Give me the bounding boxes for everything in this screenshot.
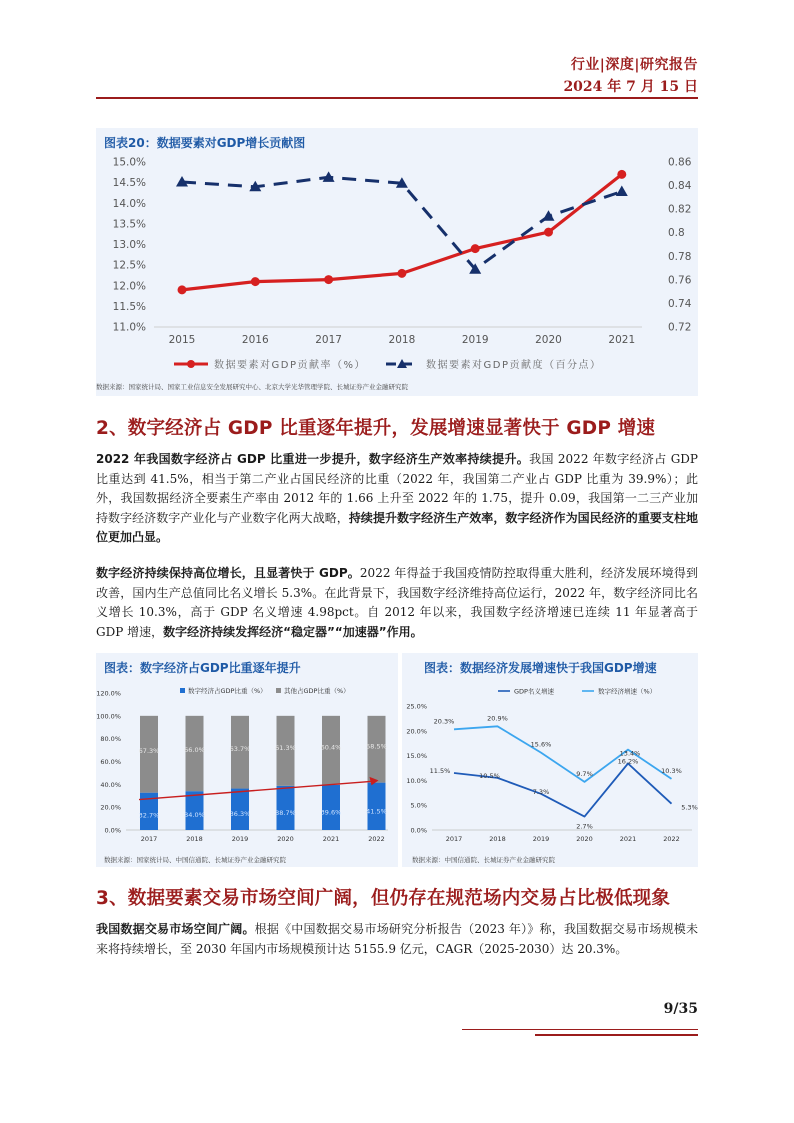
data-label-gdp-growth: 2.7% — [576, 822, 593, 831]
y-right-tick-label: 0.78 — [668, 250, 692, 263]
x-tick-label: 2016 — [241, 334, 269, 346]
figure20-chart — [96, 150, 698, 390]
footer-divider-thick — [535, 1034, 698, 1036]
section2-p1-lead: 2022 年我国数字经济占 GDP 比重进一步提升，数字经济生产效率持续提升。 — [96, 452, 530, 466]
section2-heading: 2、数字经济占 GDP 比重逐年提升，发展增速显著快于 GDP 增速 — [96, 418, 656, 439]
x-tick-label: 2021 — [608, 334, 636, 346]
section2-p1-body: 我国 2022 年数字经济占 GDP 比重达到 41.5%，相当于第二产业占国民经济的比重（2022 年，我国第二产业占 GDP 比重为 39.9%）；此外，我国数据经济全要素生产率由 2012 年的 1.66 上升至 2022 年的 1.75，提升 0.09，我国第一二三产业加持数字经济数字产业化与产业数字化两大战略， — [96, 452, 699, 525]
figure-left-source: 数据来源：国家统计局、中国信通院、长城证券产业金融研究院 — [104, 856, 286, 864]
figure20-title: 图表20：数据要素对GDP增长贡献图 — [104, 136, 306, 150]
section2-p2-conclusion: 数字经济持续发挥经济“稳定器”“加速器”作用。 — [163, 624, 423, 639]
x-tick-label: 2018 — [489, 835, 506, 843]
y-left-tick-label: 14.0% — [112, 197, 146, 210]
bar-label-digital-economy: 36.3% — [229, 809, 251, 818]
y-left-tick-label: 14.5% — [112, 177, 146, 190]
data-label-gdp-growth: 10.5% — [479, 771, 500, 780]
page-number: 9/35 — [663, 1001, 698, 1017]
y-right-tick-label: 0.8 — [668, 227, 685, 240]
series-contribution-degree-point — [616, 185, 628, 196]
figure-right-title: 图表：数据经济发展增速快于我国GDP增速 — [424, 661, 657, 675]
series-contribution-rate-point — [251, 277, 260, 286]
bar-label-other: 60.4% — [320, 743, 342, 752]
x-tick-label: 2017 — [445, 835, 463, 843]
y-right-tick-label: 0.76 — [668, 274, 692, 287]
x-tick-label: 2020 — [576, 835, 593, 843]
data-label-digital-economy-growth: 20.9% — [487, 714, 508, 723]
section2-paragraph-2 — [96, 564, 698, 642]
y-tick-label: 10.0% — [406, 776, 427, 785]
data-label-digital-economy-growth: 10.3% — [661, 766, 682, 775]
section2-paragraph-1 — [96, 450, 698, 548]
series-contribution-rate-point — [178, 285, 187, 294]
figure-right-source: 数据来源：中国信通院、长城证券产业金融研究院 — [412, 856, 555, 864]
data-label-gdp-growth: 5.3% — [681, 803, 698, 812]
series-contribution-degree-line — [182, 177, 622, 269]
series-contribution-rate-point — [617, 170, 626, 179]
section2-p1-conclusion: 持续提升数字经济生产效率，数字经济作为国民经济的重要支柱地位更加凸显。 — [96, 510, 698, 545]
x-tick-label: 2019 — [231, 835, 249, 843]
bar-digital-economy-share — [322, 785, 340, 830]
bar-label-digital-economy: 41.5% — [366, 807, 387, 816]
y-right-tick-label: 0.86 — [668, 156, 692, 169]
legend-label-other: 其他占GDP比重（%） — [284, 687, 350, 695]
figure-right-chart — [402, 680, 698, 852]
x-tick-label: 2018 — [186, 835, 203, 843]
x-tick-label: 2017 — [315, 334, 342, 346]
section3-heading: 3、数据要素交易市场空间广阔，但仍存在规范场内交易占比极低现象 — [96, 888, 671, 909]
x-tick-label: 2017 — [140, 835, 158, 843]
y-tick-label: 0.0% — [104, 826, 121, 835]
legend-swatch-other — [276, 688, 281, 693]
figure-left-title: 图表：数字经济占GDP比重逐年提升 — [104, 661, 301, 675]
legend-label-contribution-rate: 数据要素对GDP贡献率（%） — [214, 360, 366, 371]
data-label-gdp-growth: 16.2% — [617, 757, 639, 766]
bar-label-digital-economy: 38.7% — [275, 808, 296, 817]
legend-label-gdp-growth: GDP名义增速 — [514, 687, 554, 696]
y-left-tick-label: 12.5% — [112, 259, 146, 272]
x-tick-label: 2019 — [461, 334, 489, 346]
data-label-digital-economy-growth: 20.3% — [433, 717, 455, 726]
x-tick-label: 2022 — [663, 835, 680, 843]
y-left-tick-label: 13.0% — [112, 239, 146, 251]
y-tick-label: 0.0% — [410, 826, 427, 835]
data-label-digital-economy-growth: 9.7% — [576, 769, 593, 778]
data-label-gdp-growth: 11.5% — [429, 766, 451, 775]
legend-swatch-digital-economy — [180, 688, 185, 693]
y-left-tick-label: 13.5% — [112, 218, 146, 231]
figure-left-chart — [96, 680, 398, 852]
x-tick-label: 2021 — [619, 835, 637, 843]
section3-p1-lead: 我国数据交易市场空间广阔。 — [96, 922, 255, 936]
y-tick-label: 40.0% — [100, 780, 121, 789]
y-left-tick-label: 11.5% — [112, 300, 146, 313]
y-left-tick-label: 11.0% — [112, 321, 146, 334]
x-tick-label: 2020 — [277, 835, 294, 843]
legend-label-digital-economy-growth: 数字经济增速（%） — [598, 687, 657, 696]
section2-p2-lead: 数字经济持续保持高位增长，且显著快于 GDP。 — [96, 566, 360, 580]
header-divider — [96, 97, 698, 99]
figure20-source: 数据来源：国家统计局、国家工业信息安全发展研究中心、北京大学光华管理学院、长城证券产业金融研究院 — [96, 383, 408, 391]
y-tick-label: 100.0% — [96, 712, 121, 721]
y-right-tick-label: 0.72 — [668, 321, 692, 334]
y-left-tick-label: 12.0% — [112, 280, 146, 293]
y-tick-label: 120.0% — [96, 689, 121, 698]
x-tick-label: 2020 — [535, 334, 562, 346]
series-contribution-rate-point — [324, 275, 333, 284]
y-right-tick-label: 0.82 — [668, 203, 692, 216]
series-contribution-rate-point — [471, 244, 480, 253]
x-tick-label: 2022 — [368, 835, 385, 843]
bar-label-digital-economy: 34.0% — [184, 810, 205, 819]
legend-marker-contribution-rate — [187, 360, 195, 368]
legend-label-digital-economy: 数字经济占GDP比重（%） — [188, 687, 267, 695]
series-contribution-degree-point — [543, 210, 555, 221]
y-tick-label: 80.0% — [100, 735, 121, 744]
y-tick-label: 20.0% — [406, 727, 427, 736]
y-right-tick-label: 0.84 — [668, 180, 692, 193]
x-tick-label: 2019 — [532, 835, 550, 843]
header-report-kind: 行业|深度|研究报告 — [570, 57, 698, 73]
y-tick-label: 60.0% — [100, 758, 121, 766]
y-right-tick-label: 0.74 — [668, 297, 692, 310]
series-contribution-rate-point — [397, 269, 406, 278]
bar-label-digital-economy: 32.7% — [138, 811, 160, 820]
footer-divider-thin — [462, 1029, 698, 1030]
legend-label-contribution-degree: 数据要素对GDP贡献度（百分点） — [426, 360, 602, 371]
bar-label-other: 66.0% — [184, 746, 205, 755]
bar-label-other: 63.7% — [229, 745, 251, 754]
bar-label-other: 61.3% — [275, 743, 296, 752]
x-tick-label: 2015 — [168, 334, 196, 346]
data-label-digital-economy-growth: 15.6% — [530, 740, 552, 749]
data-label-digital-economy-growth: 13.4% — [619, 749, 641, 758]
section3-paragraph-1 — [96, 920, 698, 959]
bar-label-other: 67.3% — [138, 746, 160, 755]
y-tick-label: 20.0% — [100, 803, 121, 812]
section2-p2-body: 2022 年得益于我国疫情防控取得重大胜利，经济发展环境得到改善，国内生产总值同比名义增长 5.3%。在此背景下，我国数字经济维持高位运行，2022 年，数字经济同比名义增长 10.3%，高于 GDP 名义增速 4.98pct。自 2012 年以来，我国数字经济增速已连续 11 年显著高于 GDP 增速， — [96, 566, 698, 639]
section3-p1-body: 根据《中国数据交易市场研究分析报告（2023 年）》称，我国数据交易市场规模未来将持续增长，至 2030 年国内市场规模预计达 5155.9 亿元，CAGR（2025-2030）达 20.3%。 — [96, 922, 698, 956]
header-date: 2024 年 7 月 15 日 — [563, 79, 698, 95]
y-tick-label: 15.0% — [406, 752, 427, 761]
bar-label-digital-economy: 39.6% — [320, 808, 342, 817]
x-tick-label: 2021 — [322, 835, 340, 843]
x-tick-label: 2018 — [388, 334, 416, 346]
y-left-tick-label: 15.0% — [112, 156, 146, 169]
y-tick-label: 25.0% — [406, 702, 427, 711]
y-tick-label: 5.0% — [410, 801, 427, 810]
bar-label-other: 58.5% — [366, 742, 387, 751]
bar-digital-economy-share — [368, 783, 386, 830]
series-contribution-rate-point — [544, 228, 553, 237]
data-label-gdp-growth: 7.3% — [532, 787, 550, 796]
